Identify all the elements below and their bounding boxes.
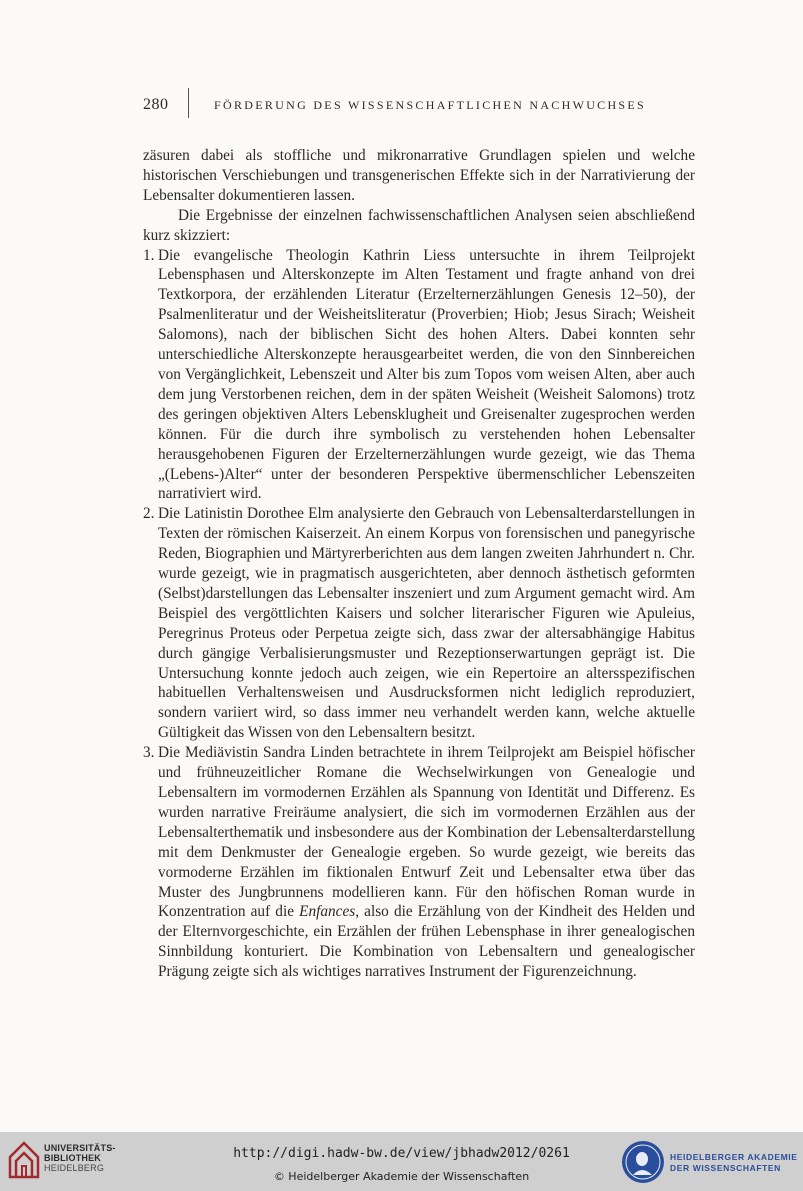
item-number: 3.	[143, 744, 155, 762]
item-number: 1.	[143, 246, 155, 264]
item-text-after: , also die Erzählung von der Kindheit des Helden und der Elternvorgeschichte, ein Erzählen der frühen Lebensphase in ihrer genealogischen Sinnbildung konturiert. Die Kombination von Lebensaltern und genealogischer Prägung zeigte sich als wichtiges narratives Instrument der Figurenzeichnung.	[158, 903, 695, 981]
item-text-before: Die Mediävistin Sandra Linden betrachtete in ihrem Teilprojekt am Beispiel höfischer und frühneuzeitlicher Romane die Wechselwirkungen von Genealogie und Lebensaltern im vormodernen Erzählen als Spannung von Identität und Differenz. Es wurden narrative Freiräume analysiert, die sich im vormodernen Erzählen aus der Lebensalterthematik und insbesondere aus der Kombination der Lebensalterdarstellung mit dem Denkmuster der Genealogie ergeben. So wurde gezeigt, wie bereits das vormoderne Erzählen im fiktionalen Entwurf Zeit und Lebensalter etwa über das Muster des Jungbrunnens modellieren kann. Für den höfischen Roman wurde in Konzentration auf die	[158, 744, 695, 921]
academy-logo[interactable]	[620, 1139, 802, 1185]
list-item	[143, 743, 695, 982]
item-number: 2.	[143, 505, 155, 523]
body-text	[143, 146, 695, 982]
academy-name-line2: DER WISSENSCHAFTEN	[670, 1163, 781, 1173]
footer-bar	[0, 1132, 803, 1191]
italic-term: Enfances	[299, 903, 356, 921]
list-item	[143, 246, 695, 505]
item-text: Die evangelische Theologin Kathrin Liess untersuchte in ihrem Teilprojekt Lebensphasen und Alterskonzepte im Alten Testament und fragte anhand von drei Textkorpora, der erzählenden Literatur (Erzelternerzählungen Genesis 12–50), der Psalmenliteratur und der Weisheitsliteratur (Proverbien; Hiob; Jesus Sirach; Weisheit Salomons), nach der biblischen Sicht des hohen Alters. Dabei konnten sehr unterschiedliche Alterskonzepte herausgearbeitet werden, die von den Sinnbereichen von Vergänglichkeit, Lebenszeit und Alter bis zum Topos vom weisen Alten, aber auch dem jung Verstorbenen reichen, dem in der späten Weisheit (Weisheit Salomons) trotz des geringen objektiven Alters Lebensklugheit und Greisenalter zugesprochen werden können. Für die durch ihre symbolisch zu verstehenden hohen Lebensalter herausgehobenen Figuren der Erzelternerzählungen wurde gezeigt, wie das Thema „(Lebens-)Alter“ unter der besonderen Perspektive übermenschlicher Lebenszeiten narrativiert wird.	[158, 246, 695, 503]
copyright-notice: © Heidelberger Akademie der Wissenschaften	[273, 1170, 530, 1183]
header-divider	[188, 88, 189, 118]
academy-seal-icon	[620, 1139, 666, 1185]
running-head	[143, 96, 695, 118]
source-url-link[interactable]: http://digi.hadw-bw.de/view/jbhadw2012/0261	[233, 1146, 570, 1161]
running-title: FÖRDERUNG DES WISSENSCHAFTLICHEN NACHWUCHSES	[214, 98, 647, 112]
item-text: Die Latinistin Dorothee Elm analysierte den Gebrauch von Lebensalterdarstellungen in Texten der römischen Kaiserzeit. An einem Korpus von forensischen und panegyrische Reden, Biographien und Märtyrerberichten aus dem langen zweiten Jahrhundert n. Chr. wurde gezeigt, wie in pragmatisch ausgerichteten, aber dennoch ästhetisch geformten (Selbst)darstellungen das Lebensalter inszeniert und zum Argument gemacht wird. Am Beispiel des vergöttlichten Kaisers und solcher literarischer Figuren wie Apuleius, Peregrinus Proteus oder Perpetua zeigte sich, dass zwar der altersabhängige Habitus durch gängige Verbalisierungsmuster und Rezeptionserwartungen geprägt ist. Die Untersuchung konnte jedoch auch zeigen, wie ein Repertoire an altersspezifischen habituellen Verhaltensweisen und Ausdrucksformen nicht lediglich reproduziert, sondern variiert wird, so dass immer neu verhandelt werden kann, welche aktuelle Gültigkeit das Wissen von den Lebensaltern besitzt.	[158, 505, 695, 742]
library-name-line2: BIBLIOTHEK	[44, 1153, 101, 1163]
page-number: 280	[143, 96, 169, 113]
paragraph-intro: zäsuren dabei als stoffliche und mikronarrative Grundlagen spielen und welche historischen Verschiebungen und transgenerischen Effekte sich in der Narrativierung der Lebensalter dokumentieren lassen.	[143, 147, 695, 204]
list-item	[143, 504, 695, 743]
library-name-line1: UNIVERSITÄTS-	[44, 1143, 116, 1153]
library-city: HEIDELBERG	[44, 1163, 105, 1173]
project-list	[143, 246, 695, 983]
academy-name-line1: HEIDELBERGER AKADEMIE	[670, 1152, 798, 1162]
paragraph-summary-lead: Die Ergebnisse der einzelnen fachwissenschaftlichen Analysen seien abschließend kurz skizziert:	[143, 206, 695, 244]
